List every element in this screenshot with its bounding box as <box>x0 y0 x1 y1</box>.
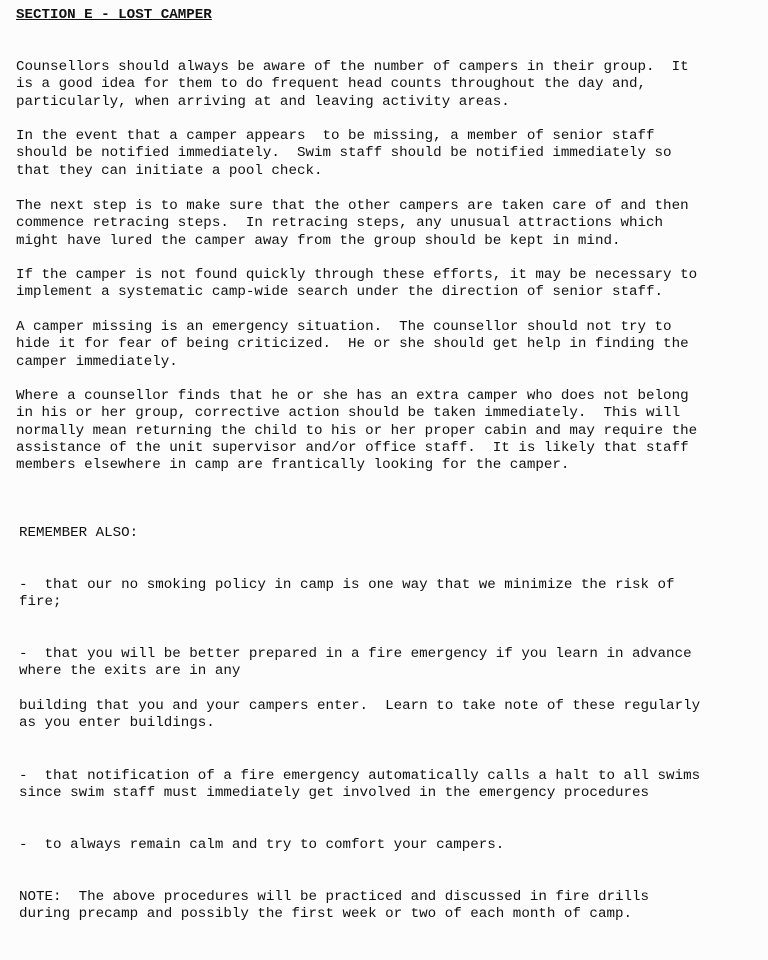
note-paragraph: NOTE: The above procedures will be practiced and discussed in fire drills during precamp and possibly the first week or two of each month of camp. <box>19 889 650 923</box>
paragraph-emergency-situation: A camper missing is an emergency situation. The counsellor should not try to hide it for fear of being criticized. He or she should get help in finding the camper immediately. <box>16 319 689 370</box>
bullet-no-smoking: - that our no smoking policy in camp is one way that we minimize the risk of fire; <box>19 577 675 611</box>
paragraph-camp-search: If the camper is not found quickly through these efforts, it may be necessary to implement a systematic camp-wide search under the direction of senior staff. <box>16 267 698 301</box>
bullet-learn-exits: - that you will be better prepared in a fire emergency if you learn in advance where the exits are in any <box>19 646 692 680</box>
bullet-halt-swims: - that notification of a fire emergency automatically calls a halt to all swims since swim staff must immediately get involved in the emergency procedures <box>19 768 701 802</box>
paragraph-head-counts: Counsellors should always be aware of the number of campers in their group. It is a good idea for them to do frequent head counts throughout the day and, particularly, when arriving at and leaving activity areas. <box>16 59 689 110</box>
paragraph-retrace-steps: The next step is to make sure that the other campers are taken care of and then commence retracing steps. In retracing steps, any unusual attractions which might have lured the camper away from the group should be kept in mind. <box>16 198 689 249</box>
bullet-remain-calm: - to always remain calm and try to comfort your campers. <box>19 837 505 853</box>
paragraph-extra-camper: Where a counsellor finds that he or she has an extra camper who does not belong in his or her group, corrective action should be taken immediately. This will normally mean returning the child to his or her proper cabin and may require the assistance of the unit supervisor and/or office staff. It is likely that staff members elsewhere in camp are frantically looking for the camper. <box>16 388 698 474</box>
section-heading: SECTION E - LOST CAMPER <box>16 7 212 23</box>
remember-also-heading: REMEMBER ALSO: <box>19 525 139 541</box>
paragraph-notify-staff: In the event that a camper appears to be missing, a member of senior staff should be notified immediately. Swim staff should be notified immediately so that they can initiate a pool check. <box>16 128 672 179</box>
bullet-learn-exits-continued: building that you and your campers enter. Learn to take note of these regularly as you enter buildings. <box>19 698 701 732</box>
